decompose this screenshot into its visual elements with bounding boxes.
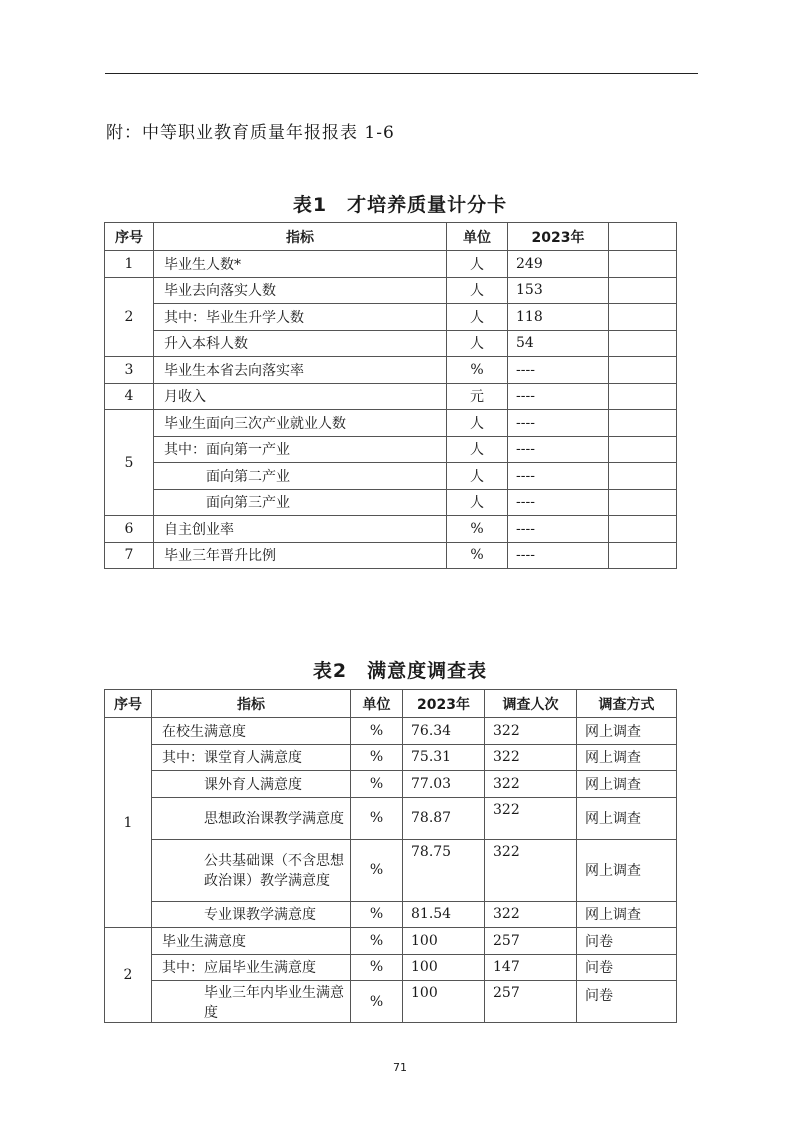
row-unit: %: [447, 542, 508, 569]
table2-caption: 表2 满意度调查表: [312, 660, 488, 682]
row-seq: 1: [105, 718, 152, 928]
row-indicator: 自主创业率: [154, 516, 447, 543]
row-unit: 人: [447, 410, 508, 437]
table-row: [105, 901, 677, 928]
table-row: [105, 436, 677, 463]
row-seq: 6: [105, 516, 154, 543]
row-count: 322: [485, 744, 577, 771]
row-value: 78.75: [403, 839, 485, 901]
table-header-row: [105, 223, 677, 251]
row-count: 322: [485, 797, 577, 839]
row-value: 249: [508, 251, 609, 278]
row-blank: [609, 463, 677, 490]
row-value: ----: [508, 542, 609, 569]
table-row: [105, 304, 677, 331]
row-indicator: 毕业生人数*: [154, 251, 447, 278]
table-row: [105, 718, 677, 745]
row-unit: %: [447, 516, 508, 543]
row-indicator: 毕业三年内毕业生满意度: [152, 981, 351, 1023]
header-rule: [105, 73, 698, 74]
row-seq: 2: [105, 277, 154, 357]
header-indicator: 指标: [154, 223, 447, 251]
row-unit: %: [351, 744, 403, 771]
row-unit: 人: [447, 277, 508, 304]
header-year: 2023年: [508, 223, 609, 251]
table-row: [105, 981, 677, 1023]
row-indicator: 其中：课堂育人满意度: [152, 744, 351, 771]
row-blank: [609, 357, 677, 384]
row-unit: %: [351, 839, 403, 901]
row-value: ----: [508, 436, 609, 463]
row-count: 322: [485, 771, 577, 798]
row-indicator: 其中：毕业生升学人数: [154, 304, 447, 331]
row-value: 76.34: [403, 718, 485, 745]
row-count: 257: [485, 981, 577, 1023]
row-indicator: 毕业生满意度: [152, 928, 351, 955]
row-count: 322: [485, 901, 577, 928]
row-method: 问卷: [577, 981, 677, 1023]
table-row: [105, 744, 677, 771]
row-unit: %: [351, 901, 403, 928]
row-indicator: 升入本科人数: [154, 330, 447, 357]
row-unit: %: [351, 771, 403, 798]
row-seq: 5: [105, 410, 154, 516]
row-seq: 2: [105, 928, 152, 1023]
header-indicator: 指标: [152, 690, 351, 718]
header-unit: 单位: [351, 690, 403, 718]
row-method: 问卷: [577, 954, 677, 981]
table-row: [105, 839, 677, 901]
row-indicator: 在校生满意度: [152, 718, 351, 745]
row-blank: [609, 383, 677, 410]
row-count: 257: [485, 928, 577, 955]
row-value: 118: [508, 304, 609, 331]
header-seq: 序号: [105, 223, 154, 251]
row-value: ----: [508, 410, 609, 437]
header-seq: 序号: [105, 690, 152, 718]
row-value: ----: [508, 357, 609, 384]
table-row: [105, 489, 677, 516]
row-seq: 7: [105, 542, 154, 569]
row-indicator: 课外育人满意度: [152, 771, 351, 798]
row-method: 网上调查: [577, 744, 677, 771]
table-row: [105, 410, 677, 437]
row-count: 147: [485, 954, 577, 981]
row-method: 网上调查: [577, 839, 677, 901]
table-row: [105, 797, 677, 839]
row-value: 75.31: [403, 744, 485, 771]
row-indicator: 毕业生本省去向落实率: [154, 357, 447, 384]
satisfaction-survey-table: [104, 689, 677, 1023]
row-indicator: 其中：面向第一产业: [154, 436, 447, 463]
row-value: 100: [403, 928, 485, 955]
row-indicator: 面向第三产业: [154, 489, 447, 516]
row-blank: [609, 277, 677, 304]
row-unit: 人: [447, 251, 508, 278]
row-value: ----: [508, 383, 609, 410]
row-value: 100: [403, 981, 485, 1023]
table-row: [105, 516, 677, 543]
row-indicator: 面向第二产业: [154, 463, 447, 490]
table1-caption: 表1 才培养质量计分卡: [292, 194, 508, 216]
row-method: 网上调查: [577, 771, 677, 798]
row-value: 77.03: [403, 771, 485, 798]
header-year: 2023年: [403, 690, 485, 718]
header-blank: [609, 223, 677, 251]
table-row: [105, 251, 677, 278]
table-row: [105, 463, 677, 490]
header-survey-count: 调查人次: [485, 690, 577, 718]
row-seq: 4: [105, 383, 154, 410]
table-row: [105, 928, 677, 955]
row-indicator: 毕业生面向三次产业就业人数: [154, 410, 447, 437]
table-header-row: [105, 690, 677, 718]
row-indicator: 月收入: [154, 383, 447, 410]
row-value: 78.87: [403, 797, 485, 839]
row-unit: %: [351, 981, 403, 1023]
row-blank: [609, 304, 677, 331]
row-value: ----: [508, 516, 609, 543]
table-row: [105, 542, 677, 569]
row-method: 问卷: [577, 928, 677, 955]
row-indicator: 毕业三年晋升比例: [154, 542, 447, 569]
table-row: [105, 954, 677, 981]
row-indicator: 毕业去向落实人数: [154, 277, 447, 304]
row-unit: %: [351, 954, 403, 981]
row-value: 54: [508, 330, 609, 357]
row-blank: [609, 330, 677, 357]
row-unit: 人: [447, 304, 508, 331]
row-unit: %: [351, 797, 403, 839]
row-unit: %: [447, 357, 508, 384]
table-row: [105, 330, 677, 357]
row-value: 81.54: [403, 901, 485, 928]
header-survey-method: 调查方式: [577, 690, 677, 718]
row-method: 网上调查: [577, 797, 677, 839]
row-blank: [609, 516, 677, 543]
row-unit: %: [351, 718, 403, 745]
row-indicator: 专业课教学满意度: [152, 901, 351, 928]
row-blank: [609, 489, 677, 516]
page-number: 71: [393, 1061, 407, 1074]
row-indicator: 思想政治课教学满意度: [152, 797, 351, 839]
row-blank: [609, 436, 677, 463]
row-method: 网上调查: [577, 901, 677, 928]
row-value: 153: [508, 277, 609, 304]
row-unit: 人: [447, 330, 508, 357]
row-count: 322: [485, 839, 577, 901]
row-seq: 1: [105, 251, 154, 278]
row-indicator: 公共基础课（不含思想政治课）教学满意度: [152, 839, 351, 901]
row-indicator: 其中：应届毕业生满意度: [152, 954, 351, 981]
row-unit: %: [351, 928, 403, 955]
annex-title: 附：中等职业教育质量年报报表 1-6: [106, 123, 395, 143]
row-method: 网上调查: [577, 718, 677, 745]
table-row: [105, 357, 677, 384]
row-unit: 人: [447, 463, 508, 490]
row-unit: 人: [447, 489, 508, 516]
row-count: 322: [485, 718, 577, 745]
row-blank: [609, 251, 677, 278]
row-blank: [609, 542, 677, 569]
header-unit: 单位: [447, 223, 508, 251]
talent-quality-table: [104, 222, 677, 569]
row-unit: 元: [447, 383, 508, 410]
table-row: [105, 771, 677, 798]
row-value: ----: [508, 489, 609, 516]
row-seq: 3: [105, 357, 154, 384]
row-unit: 人: [447, 436, 508, 463]
table-row: [105, 383, 677, 410]
row-value: ----: [508, 463, 609, 490]
row-value: 100: [403, 954, 485, 981]
row-blank: [609, 410, 677, 437]
table-row: [105, 277, 677, 304]
